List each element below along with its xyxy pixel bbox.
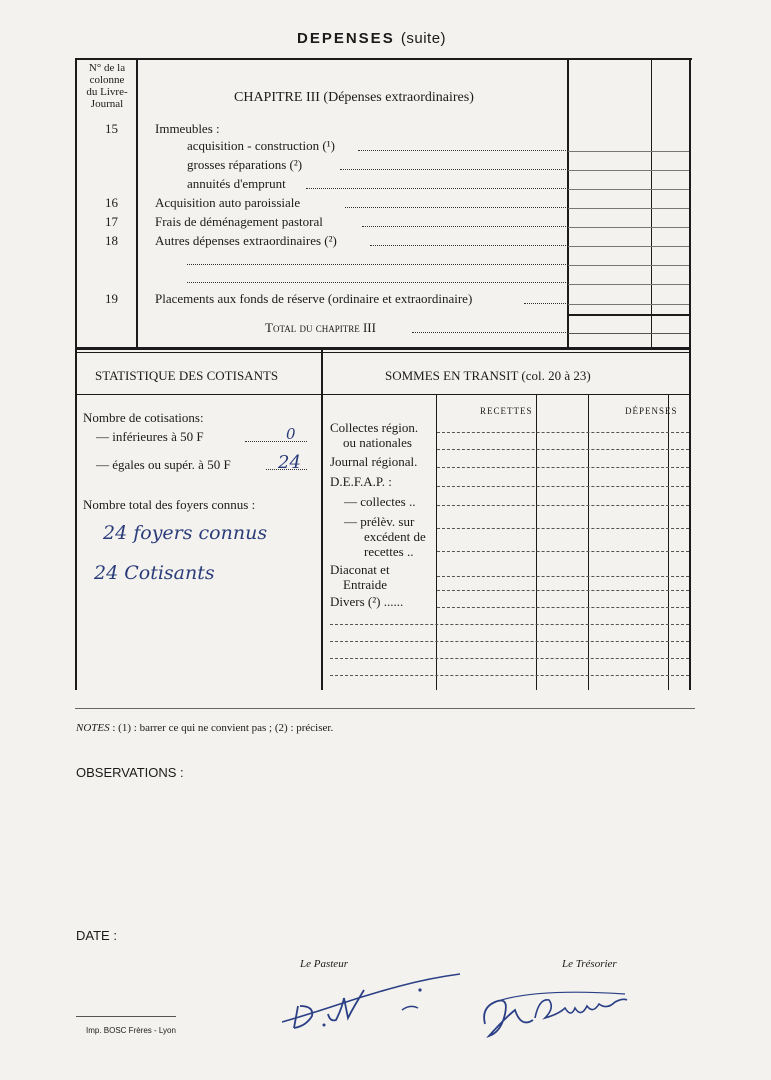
amount-rule xyxy=(568,189,689,190)
transit-col-left xyxy=(436,395,437,690)
transit-defap-prelev: — prélèv. sur excédent de recettes .. xyxy=(344,514,426,559)
notes: NOTES : (1) : barrer ce qui ne convient pas ; (2) : préciser. xyxy=(76,722,334,734)
amount-rule xyxy=(568,151,689,152)
frame-right xyxy=(689,58,691,690)
table-bottom-rule xyxy=(75,708,695,709)
blank-line xyxy=(187,264,566,265)
leader-dots xyxy=(362,226,566,227)
transit-col-recettes: RECETTES xyxy=(480,406,533,416)
leader-dots xyxy=(370,245,566,246)
sig-tresorier-label: Le Trésorier xyxy=(562,958,617,970)
transit-rule xyxy=(437,449,689,450)
transit-rule xyxy=(437,607,689,608)
leader-dots xyxy=(245,441,307,442)
row-num-19: 19 xyxy=(105,291,118,306)
stats-handwritten-cotisants: 24 Cotisants xyxy=(94,562,215,584)
stats-heading: STATISTIQUE DES COTISANTS xyxy=(95,368,279,383)
section-separator xyxy=(75,347,691,350)
transit-col-depenses: DÉPENSES xyxy=(625,406,678,416)
stats-sup-value: 24 xyxy=(278,452,301,473)
row-label-auto: Acquisition auto paroissiale xyxy=(155,195,301,210)
transit-rule xyxy=(437,505,689,506)
signature-tresorier xyxy=(475,978,635,1048)
transit-rule xyxy=(330,675,689,676)
amount-rule xyxy=(568,246,689,247)
leader-dots xyxy=(345,207,566,208)
stats-inf-label: — inférieures à 50 F xyxy=(96,429,204,444)
leader-dots xyxy=(340,169,566,170)
blank-line xyxy=(187,282,566,283)
chapter3-heading: CHAPITRE III (Dépenses extraordinaires) xyxy=(234,90,474,105)
title-suffix: (suite) xyxy=(400,30,447,47)
stats-foyers-label: Nombre total des foyers connus : xyxy=(83,497,256,512)
transit-heading: SOMMES EN TRANSIT (col. 20 à 23) xyxy=(385,368,591,383)
leader-dots xyxy=(358,150,566,151)
row-label-acquisition: acquisition - construction (¹) xyxy=(187,138,335,153)
page-title xyxy=(297,32,446,46)
transit-col-dep xyxy=(588,395,589,690)
transit-defap-collectes: — collectes .. xyxy=(344,494,416,509)
row-label-demenagement: Frais de déménagement pastoral xyxy=(155,214,323,229)
printer-imprint: Imp. BOSC Frères - Lyon xyxy=(86,1026,176,1035)
observations-label: OBSERVATIONS : xyxy=(76,765,184,780)
transit-rule xyxy=(437,576,689,577)
lower-divider xyxy=(321,350,323,690)
transit-diaconat: Diaconat et Entraide xyxy=(330,562,390,592)
amount-rule xyxy=(568,333,689,334)
row-num-16: 16 xyxy=(105,195,118,210)
transit-rule xyxy=(437,528,689,529)
title-main: DEPENSES xyxy=(297,30,395,47)
row-label-autres: Autres dépenses extraordinaires (²) xyxy=(155,233,337,248)
frame-left xyxy=(75,58,77,690)
amount-rule xyxy=(568,265,689,266)
transit-collectes-region: Collectes région. ou nationales xyxy=(330,420,419,450)
printer-rule xyxy=(76,1016,176,1017)
transit-col-mid-r xyxy=(536,395,537,690)
leader-dots xyxy=(306,188,566,189)
row-label-annuites: annuités d'emprunt xyxy=(187,176,286,191)
row-label-reparations: grosses réparations (²) xyxy=(187,157,303,172)
transit-rule xyxy=(330,641,689,642)
row-label-placements: Placements aux fonds de réserve (ordinaire et extraordinaire) xyxy=(155,291,473,306)
transit-rule xyxy=(437,551,689,552)
row-num-15: 15 xyxy=(105,121,118,136)
amount-rule xyxy=(568,170,689,171)
stats-nb-label: Nombre de cotisations: xyxy=(83,410,204,425)
transit-rule xyxy=(330,624,689,625)
sig-pasteur-label: Le Pasteur xyxy=(300,958,348,970)
leader-dots xyxy=(412,332,566,333)
transit-rule xyxy=(437,590,689,591)
row-label-immeubles: Immeubles : xyxy=(155,121,220,136)
transit-col-mid-d xyxy=(668,395,669,690)
transit-rule xyxy=(437,467,689,468)
col-num-header: N° de la colonne du Livre- Journal xyxy=(86,62,128,110)
amount-rule xyxy=(568,304,689,305)
chapter3-total: Total du chapitre III xyxy=(265,320,376,335)
header-col-divider xyxy=(136,58,138,348)
stats-inf-value: 0 xyxy=(286,425,296,443)
row-num-18: 18 xyxy=(105,233,118,248)
row-num-17: 17 xyxy=(105,214,118,229)
leader-dots xyxy=(524,303,566,304)
amount-rule-double xyxy=(568,314,689,316)
transit-rule xyxy=(437,432,689,433)
transit-journal: Journal régional. xyxy=(330,454,418,469)
signature-pasteur xyxy=(270,970,490,1040)
transit-defap: D.E.F.A.P. : xyxy=(330,474,392,489)
transit-heading-rule xyxy=(323,394,690,395)
amount-rule xyxy=(568,284,689,285)
section-separator-thin xyxy=(75,352,691,353)
amount-rule xyxy=(568,208,689,209)
frame-top xyxy=(75,58,692,60)
transit-rule xyxy=(330,658,689,659)
amount-rule xyxy=(568,227,689,228)
transit-divers: Divers (²) ...... xyxy=(330,594,404,609)
date-label: DATE : xyxy=(76,928,117,943)
stats-handwritten-foyers: 24 foyers connus xyxy=(103,522,268,544)
stats-sup-label: — égales ou supér. à 50 F xyxy=(96,457,231,472)
transit-rule xyxy=(437,486,689,487)
stats-heading-rule xyxy=(77,394,321,395)
